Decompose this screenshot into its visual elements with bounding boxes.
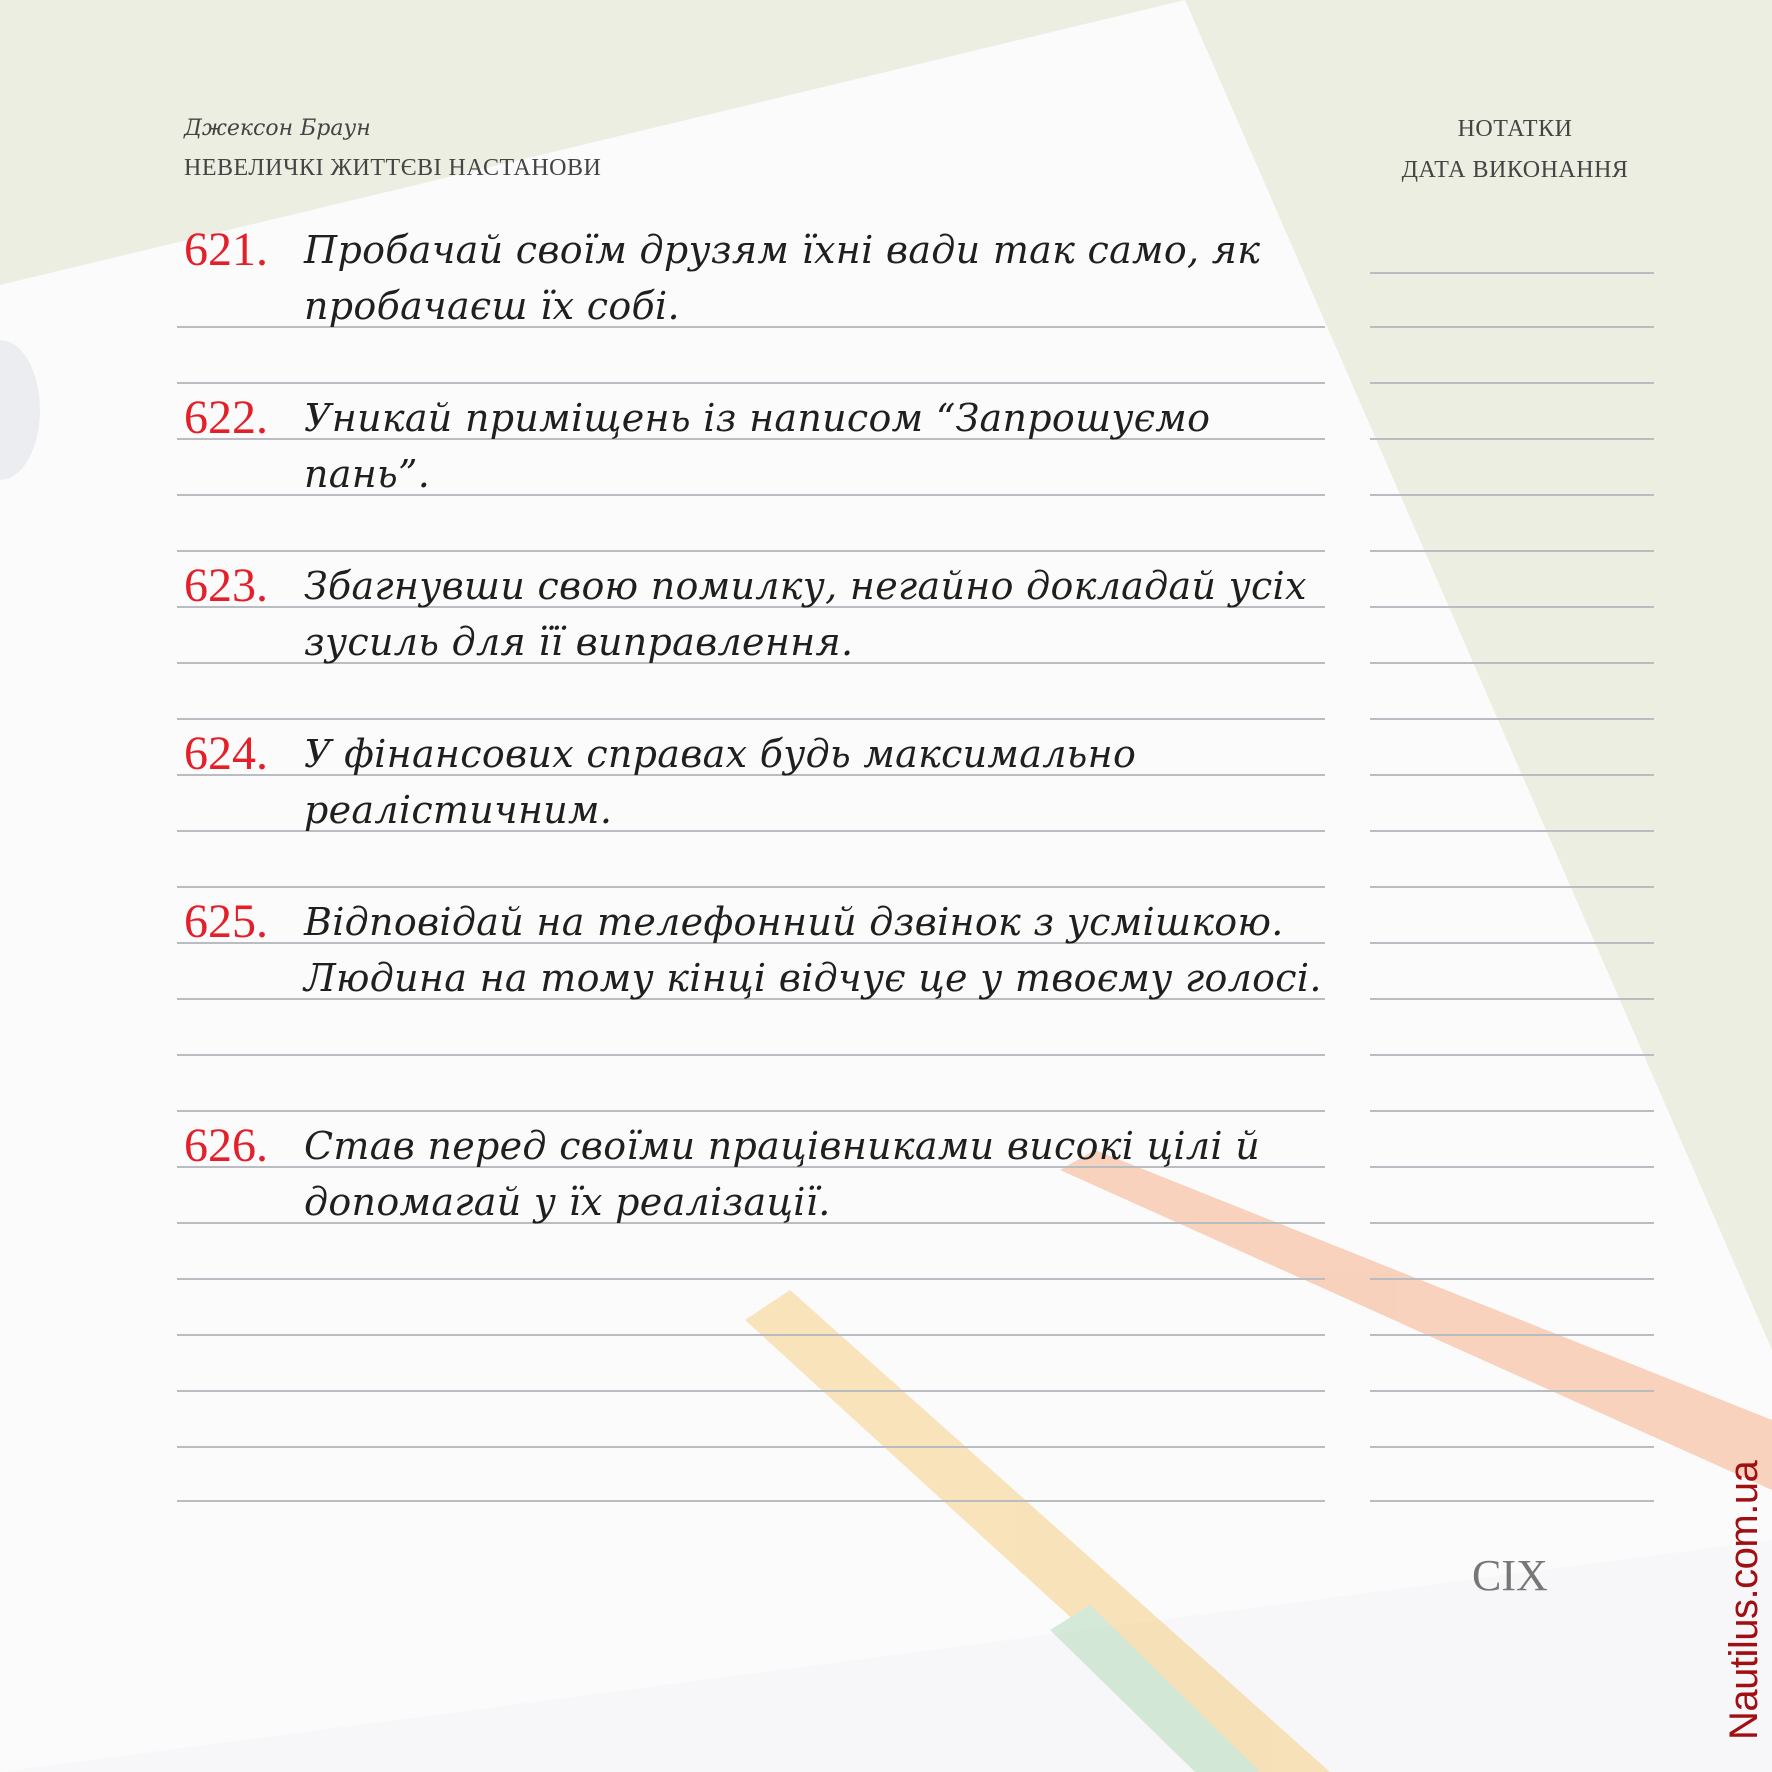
notes-line: [1370, 606, 1654, 608]
notes-line: [1370, 272, 1654, 274]
entry-text: Збагнувши свою помилку, негайно докладай усіх зусиль для її виправлення.: [304, 564, 1307, 664]
notes-line: [1370, 942, 1654, 944]
notes-line: [1370, 1166, 1654, 1168]
notes-line: [1370, 1278, 1654, 1280]
entry-text: Пробачай своїм друзям їхні вади так само, як пробачаєш їх собі.: [304, 228, 1261, 328]
author-name: Джексон Браун: [184, 116, 371, 141]
notes-line: [1370, 438, 1654, 440]
ruled-line: [177, 1390, 1325, 1392]
entry-number: 623.: [184, 559, 268, 612]
ruled-line: [177, 886, 1325, 888]
notes-line: [1370, 998, 1654, 1000]
entry-number: 622.: [184, 391, 268, 444]
page-number: CIX: [1472, 1551, 1548, 1600]
notes-line: [1370, 494, 1654, 496]
notes-line: [1370, 1110, 1654, 1112]
notes-line: [1370, 774, 1654, 776]
entry-text: Уникай приміщень із написом “Запрошуємо пань”.: [304, 396, 1211, 496]
notes-line: [1370, 382, 1654, 384]
notes-line: [1370, 1334, 1654, 1336]
entry-text: Відповідай на телефонний дзвінок з усмішкою. Людина на тому кінці відчує це у твоєму голосі.: [304, 900, 1322, 1000]
entry-number: 625.: [184, 895, 268, 948]
entry-text: Став перед своїми працівниками високі цілі й допомагай у їх реалізації.: [304, 1124, 1260, 1224]
ruled-line: [177, 382, 1325, 384]
ruled-line: [177, 718, 1325, 720]
entry-text: У фінансових справах будь максимально реалістичним.: [304, 732, 1137, 832]
notes-line: [1370, 326, 1654, 328]
notes-line: [1370, 1222, 1654, 1224]
date-label: ДАТА ВИКОНАННЯ: [1401, 157, 1629, 183]
book-title: НЕВЕЛИЧКІ ЖИТТЄВІ НАСТАНОВИ: [184, 155, 602, 181]
ruled-line: [177, 1446, 1325, 1448]
notes-line: [1370, 662, 1654, 664]
notes-line: [1370, 886, 1654, 888]
notes-line: [1370, 830, 1654, 832]
entry-number: 621.: [184, 223, 268, 276]
ruled-line: [177, 1500, 1325, 1502]
notes-line: [1370, 718, 1654, 720]
notes-line: [1370, 550, 1654, 552]
page-header-right: [1390, 116, 1640, 198]
ruled-line: [177, 1054, 1325, 1056]
page-header-left: [184, 116, 601, 182]
notes-line: [1370, 1500, 1654, 1502]
notes-label: НОТАТКИ: [1457, 116, 1573, 142]
ruled-line: [177, 1334, 1325, 1336]
notes-line: [1370, 1390, 1654, 1392]
site-watermark: Nautilus.com.ua: [1722, 1460, 1766, 1740]
ruled-line: [177, 1110, 1325, 1112]
entry-number: 626.: [184, 1119, 268, 1172]
entry-number: 624.: [184, 727, 268, 780]
ruled-line: [177, 550, 1325, 552]
notes-line: [1370, 1054, 1654, 1056]
ruled-line: [177, 1278, 1325, 1280]
notes-line: [1370, 1446, 1654, 1448]
